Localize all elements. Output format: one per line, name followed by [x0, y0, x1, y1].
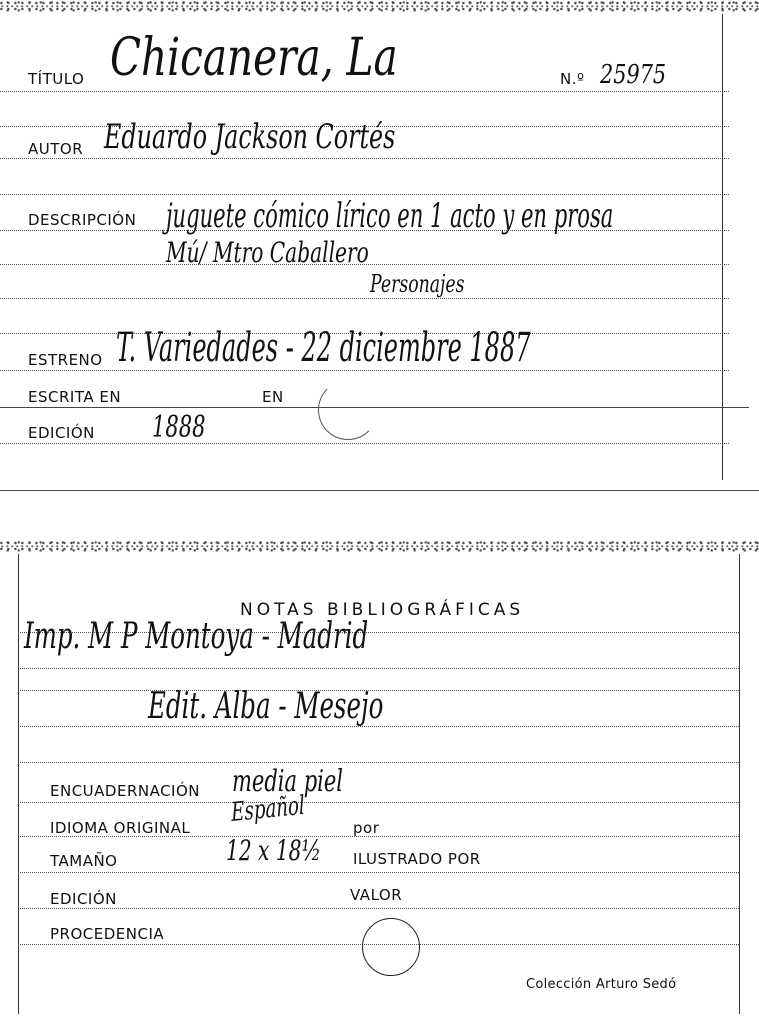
rule-line	[18, 668, 739, 669]
catalog-card-front	[0, 0, 759, 495]
procedencia-label: PROCEDENCIA	[50, 925, 165, 943]
descripcion-label: DESCRIPCIÓN	[28, 211, 137, 229]
titulo-value: Chicanera, La	[110, 28, 398, 88]
descripcion-value-line1: juguete cómico lírico en 1 acto y en prosa	[166, 196, 614, 236]
card-left-border	[18, 554, 19, 1014]
idioma-original-value: Español	[230, 790, 306, 828]
rule-line	[0, 443, 729, 444]
ilustrado-por-label: ILUSTRADO POR	[353, 850, 481, 868]
encuadernacion-value: media piel	[232, 764, 344, 799]
estreno-value: T. Variedades - 22 diciembre 1887	[116, 325, 531, 371]
card-bottom-border	[0, 490, 759, 491]
numero-label: N.º	[560, 70, 585, 88]
valor-label: VALOR	[350, 886, 403, 904]
edicion-label: EDICIÓN	[28, 424, 95, 442]
rule-line	[18, 802, 739, 803]
stamp-circle	[362, 918, 420, 976]
rule-line	[0, 91, 729, 92]
stamp-mark	[318, 380, 378, 440]
torn-edge-top	[0, 0, 759, 12]
por-label: por	[353, 819, 380, 837]
edicion-label: EDICIÓN	[50, 890, 117, 908]
rule-line	[18, 762, 739, 763]
notas-heading: NOTAS BIBLIOGRÁFICAS	[240, 600, 525, 620]
escrita-en-label: ESCRITA EN	[28, 388, 122, 406]
en-label: EN	[262, 388, 284, 406]
rule-line	[0, 298, 729, 299]
idioma-original-label: IDIOMA ORIGINAL	[50, 819, 191, 837]
collection-footer: Colección Arturo Sedó	[526, 977, 677, 992]
autor-value: Eduardo Jackson Cortés	[104, 117, 396, 157]
rule-line	[18, 908, 739, 909]
rule-line	[0, 158, 729, 159]
card-right-border	[739, 554, 740, 1014]
titulo-label: TÍTULO	[28, 70, 85, 88]
tamano-label: TAMAÑO	[50, 852, 118, 870]
edicion-value: 1888	[152, 410, 206, 445]
rule-line	[0, 194, 729, 195]
notes-line1: Imp. M P Montoya - Madrid	[24, 616, 369, 657]
catalog-card-back	[0, 540, 759, 1028]
personajes-note: Personajes	[370, 270, 465, 298]
tamano-value: 12 x 18½	[226, 834, 322, 867]
torn-edge-top	[0, 540, 759, 552]
autor-label: AUTOR	[28, 140, 84, 158]
encuadernacion-label: ENCUADERNACIÓN	[50, 782, 201, 800]
estreno-label: ESTRENO	[28, 351, 103, 369]
numero-value: 25975	[600, 60, 667, 90]
notes-line2: Edit. Alba - Mesejo	[148, 686, 384, 727]
descripcion-value-line2: Mú/ Mtro Caballero	[166, 236, 369, 269]
card-right-border	[722, 14, 723, 480]
rule-line	[18, 872, 739, 873]
